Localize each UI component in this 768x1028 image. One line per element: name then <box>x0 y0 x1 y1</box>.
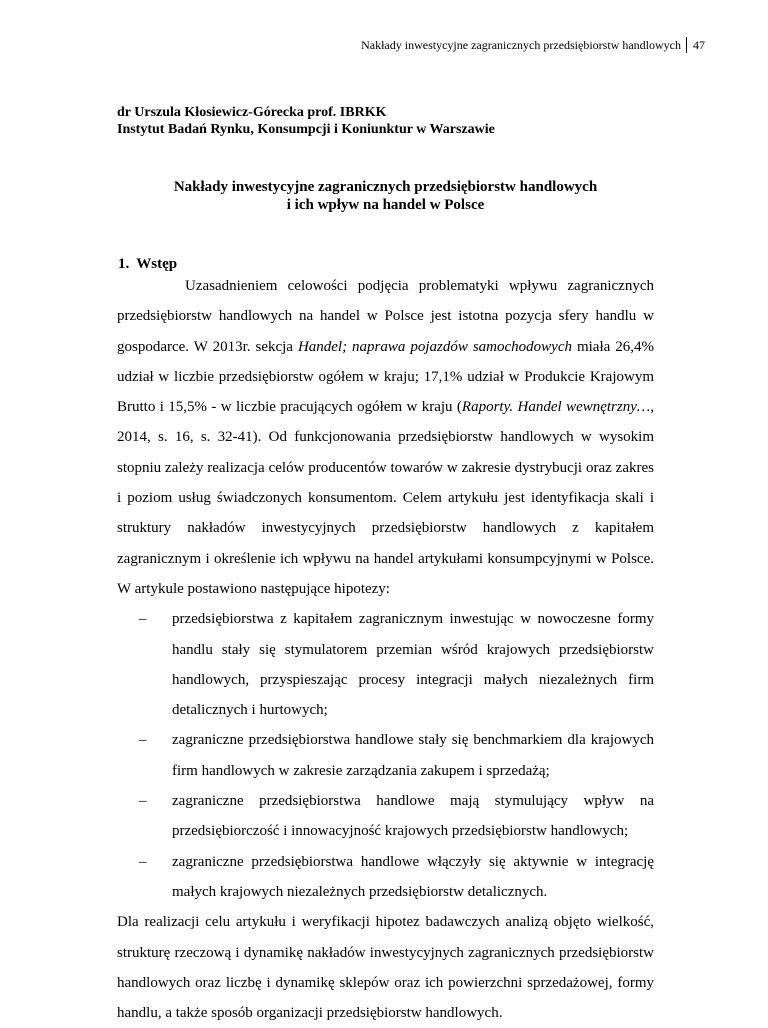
section-title: Wstęp <box>136 256 178 272</box>
author-block <box>117 104 495 138</box>
intro-paragraph <box>117 271 654 604</box>
intro-paragraph-text-1: Uzasadnieniem celowości podjęcia problematyki wpływu zagranicznych przedsiębiorstw handlowych na handel w Polsce jest istotna pozycja sfery handlu w gospodarce. W 2013r. sekcja <box>117 278 654 355</box>
hypothesis-item <box>117 725 654 786</box>
hypotheses-list <box>117 604 654 907</box>
hypothesis-text: zagraniczne przedsiębiorstwa handlowe mają stymulujący wpływ na przedsiębiorczość i innowacyjność krajowych przedsiębiorstw handlowych; <box>172 793 654 840</box>
author-name: dr Urszula Kłosiewicz-Górecka prof. IBRKK <box>117 105 387 120</box>
intro-paragraph-italic-2: Raporty. Handel wewnętrzny… <box>461 399 651 416</box>
article-title-line-2: i ich wpływ na handel w Polsce <box>286 197 485 213</box>
hypothesis-item <box>117 847 654 908</box>
body-text <box>117 271 654 1028</box>
section-number: 1. <box>118 256 130 272</box>
article-title-line-1: Nakłady inwestycyjne zagranicznych przedsiębiorstw handlowych <box>173 179 598 195</box>
intro-paragraph-text-2: miała 26,4% udział w liczbie przedsiębiorstw ogółem w kraju; 17,1% udział w Produkcie Krajowym Brutto i 15,5% - w liczbie pracujących ogółem w kraju ( <box>117 338 654 416</box>
hypothesis-text: zagraniczne przedsiębiorstwa handlowe stały się benchmarkiem dla krajowych firm handlowych w zakresie zarządzania zakupem i sprzedażą; <box>172 732 654 779</box>
running-header <box>361 37 705 53</box>
dash-bullet: – <box>139 853 147 870</box>
dash-bullet: – <box>139 793 147 810</box>
dash-bullet: – <box>139 611 147 628</box>
intro-paragraph-italic-1: Handel; naprawa pojazdów samochodowych <box>297 338 572 355</box>
intro-paragraph-text-3: , 2014, s. 16, s. 32-41). Od funkcjonowania przedsiębiorstw handlowych w wysokim stopniu zależy realizacja celów producentów towarów w zakresie dystrybucji oraz zakres i poziom usług świadczonych konsumentom. Celem artykułu jest identyfikacja skali i struktury nakładów inwestycyjnych przedsiębiorstw handlowych z kapitałem zagranicznym i określenie ich wpływu na handel artykułami konsumpcyjnymi w Polsce. W artykule postawiono następujące hipotezy: <box>117 399 654 597</box>
hypothesis-item <box>117 604 654 725</box>
hypothesis-text: zagraniczne przedsiębiorstwa handlowe włączyły się aktywnie w integrację małych krajowych niezależnych przedsiębiorstw detalicznych. <box>172 853 654 900</box>
hypothesis-item <box>117 786 654 847</box>
article-title <box>117 178 654 214</box>
hypothesis-text: przedsiębiorstwa z kapitałem zagranicznym inwestując w nowoczesne formy handlu stały się stymulatorem przemian wśród krajowych przedsiębiorstw handlowych, przyspieszając procesy integracji małych niezależnych firm detalicznych i hurtowych; <box>172 611 654 719</box>
method-paragraph: Dla realizacji celu artykułu i weryfikacji hipotez badawczych analizą objęto wielkość, strukturę rzeczową i dynamikę nakładów inwestycyjnych zagranicznych przedsiębiorstw handlowych oraz liczbę i dynamikę sklepów oraz ich powierzchni sprzedażowej, formy handlu, a także sposób organizacji przedsiębiorstw handlowych. <box>117 914 654 1022</box>
author-affiliation: Instytut Badań Rynku, Konsumpcji i Koniunktur w Warszawie <box>117 122 495 137</box>
page-number: 47 <box>686 37 705 53</box>
dash-bullet: – <box>139 732 147 749</box>
running-title: Nakłady inwestycyjne zagranicznych przedsiębiorstw handlowych <box>361 38 681 52</box>
